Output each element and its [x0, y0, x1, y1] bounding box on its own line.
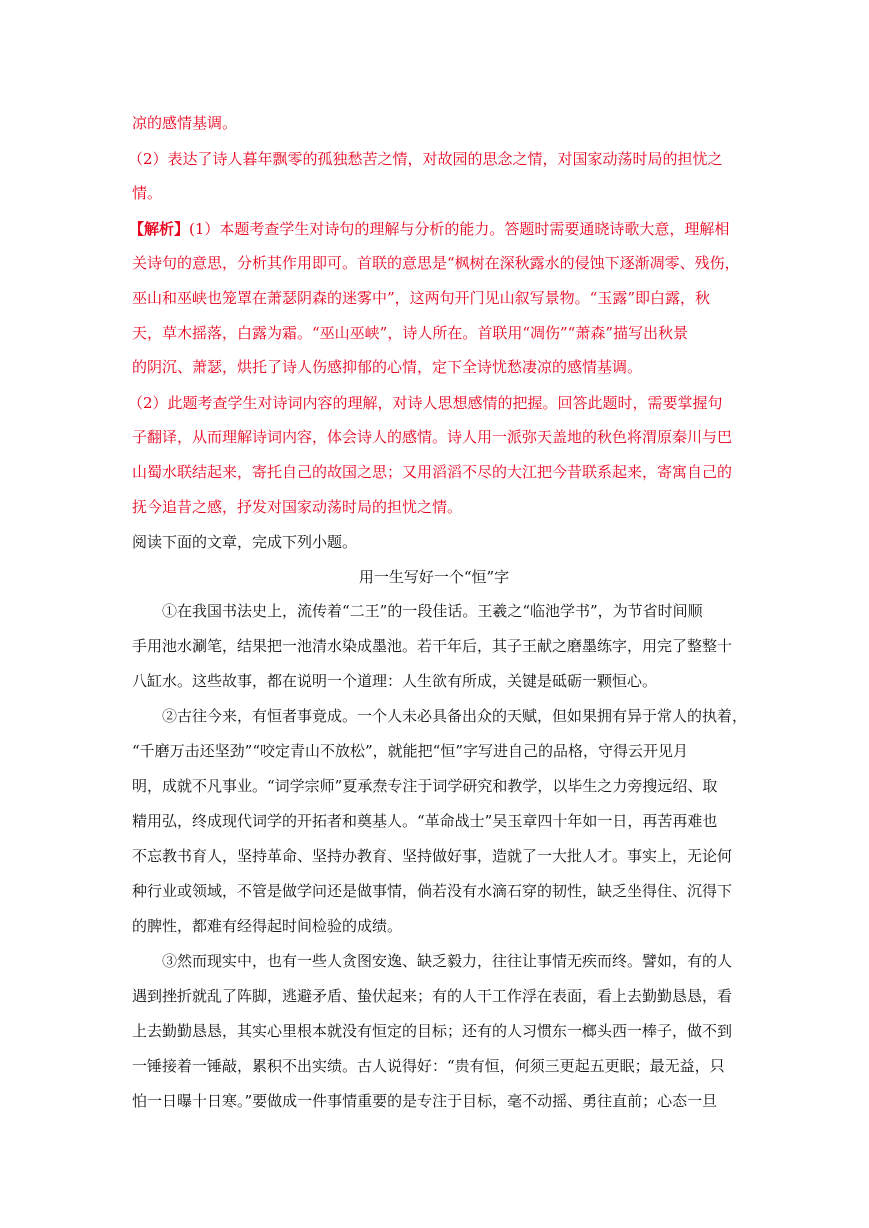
- analysis-part1-line-1: (1）本题考查学生对诗句的理解与分析的能力。答题时需要通晓诗歌大意，理解相: [189, 220, 730, 238]
- article-p1-line-3: 八缸水。这些故事，都在说明一个道理：人生欲有所成，关键是砥砺一颗恒心。: [132, 672, 658, 690]
- analysis-part1-line-3: 巫山和巫峡也笼罩在萧瑟阴森的迷雾中”，这两句开门见山叙写景物。“玉露”即白露，秋: [132, 289, 711, 307]
- article-p1-line-1: ①在我国书法史上，流传着“二王”的一段佳话。王羲之“临池学书”，为节省时间顺: [162, 602, 703, 620]
- article-p2-line-3: 明，成就不凡事业。“词学宗师”夏承焘专注于词学研究和教学，以毕生之力旁搜远绍、取: [132, 777, 718, 795]
- analysis-part2-line-2: 子翻译，从而理解诗词内容，体会诗人的感情。诗人用一派弥天盖地的秋色将渭原秦川与巴: [132, 428, 733, 446]
- analysis-first-line: [129, 220, 729, 239]
- analysis-part2-line-3: 山蜀水联结起来，寄托自己的故国之思；又用滔滔不尽的大江把今昔联系起来，寄寓自己的: [132, 463, 733, 481]
- analysis-part2-line-4: 抚今追昔之感，抒发对国家动荡时局的担忧之情。: [132, 498, 463, 516]
- article-p2-line-6: 种行业或领域，不管是做学问还是做事情，倘若没有水滴石穿的韧性，缺乏坐得住、沉得下: [132, 882, 733, 900]
- reading-instruction: 阅读下面的文章，完成下列小题。: [132, 533, 358, 551]
- answer-part2-line-2: 情。: [132, 184, 163, 202]
- article-p1-line-2: 手用池水涮笔，结果把一池清水染成墨池。若干年后，其子王献之磨墨练字，用完了整整十: [132, 637, 733, 655]
- answer-line-continued: 凉的感情基调。: [132, 114, 238, 132]
- article-p2-line-7: 的脾性，都难有经得起时间检验的成绩。: [132, 917, 403, 935]
- article-p2-line-1: ②古往今来，有恒者事竟成。一个人未必具备出众的天赋，但如果拥有异于常人的执着，: [162, 707, 748, 725]
- analysis-part1-line-5: 的阴沉、萧瑟，烘托了诗人伤感抑郁的心情，定下全诗忧愁凄凉的感情基调。: [132, 358, 643, 376]
- article-p2-line-5: 不忘教书育人，坚持革命、坚持办教育、坚持做好事，造就了一大批人才。事实上，无论何: [132, 847, 733, 865]
- article-p3-line-4: 一锤接着一锤敲，累积不出实绩。古人说得好：“贵有恒，何须三更起五更眠；最无益，只: [132, 1057, 725, 1075]
- article-p3-line-1: ③然而现实中，也有一些人贪图安逸、缺乏毅力，往往让事情无疾而终。譬如，有的人: [162, 952, 733, 970]
- analysis-part1-line-4: 天，草木摇落，白露为霜。“巫山巫峡”，诗人所在。首联用“凋伤”“萧森”描写出秋景: [132, 324, 689, 342]
- article-p2-line-2: “千磨万击还坚劲”“咬定青山不放松”，就能把“恒”字写进自己的品格，守得云开见月: [132, 742, 689, 760]
- analysis-label: 【解析】: [129, 220, 190, 238]
- analysis-part1-line-2: 关诗句的意思，分析其作用即可。首联的意思是“枫树在深秋露水的侵蚀下逐渐凋零、残伤，: [132, 254, 740, 272]
- answer-part2-line-1: （2）表达了诗人暮年飘零的孤独愁苦之情，对故园的思念之情，对国家动荡时局的担忧之: [128, 150, 723, 168]
- article-p3-line-5: 怕一日曝十日寒。”要做成一件事情重要的是专注于目标，毫不动摇、勇往直前；心态一旦: [132, 1092, 718, 1110]
- analysis-part2-line-1: （2）此题考查学生对诗词内容的理解，对诗人思想感情的把握。回答此题时，需要掌握句: [128, 394, 723, 412]
- article-p3-line-3: 上去勤勤恳恳，其实心里根本就没有恒定的目标；还有的人习惯东一榔头西一棒子，做不到: [132, 1022, 733, 1040]
- article-p2-line-4: 精用弘，终成现代词学的开拓者和奠基人。“革命战士”吴玉章四十年如一日，再苦再难也: [132, 812, 718, 830]
- article-p3-line-2: 遇到挫折就乱了阵脚，逃避矛盾、蛰伏起来；有的人干工作浮在表面，看上去勤勤恳恳，看: [132, 987, 733, 1005]
- article-title: 用一生写好一个“恒”字: [358, 568, 510, 586]
